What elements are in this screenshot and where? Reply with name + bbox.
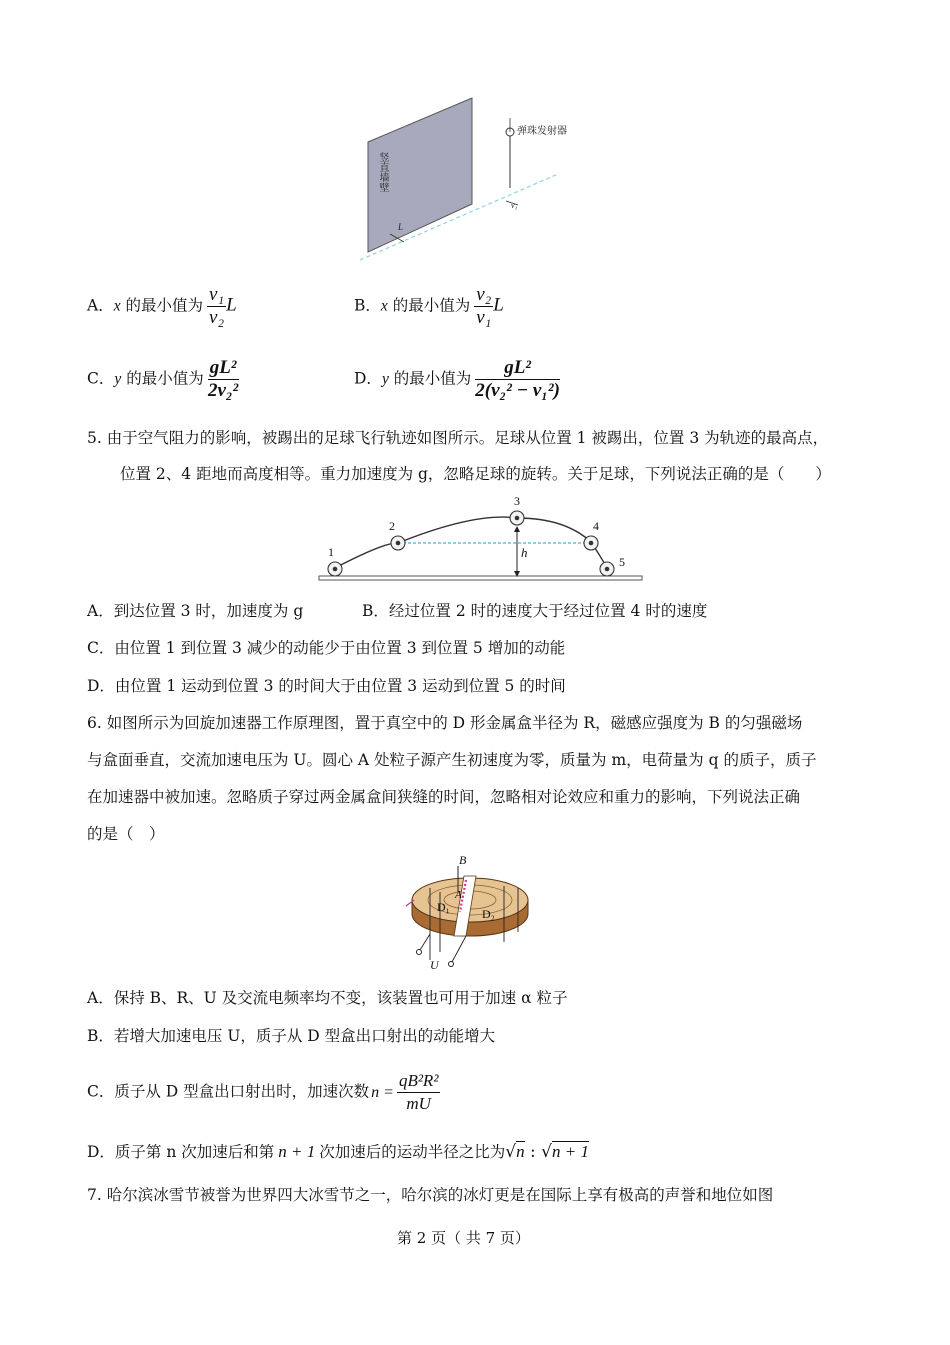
v1-label: v₁ (511, 201, 518, 210)
pos-label-5: 5 (619, 555, 625, 569)
q5-stem-line2: 位置 2、4 距地而高度相等。重力加速度为 g，忽略足球的旋转。关于足球，下列说法正确的是（ ） (120, 465, 831, 483)
terminal-right (449, 962, 454, 967)
wall-launcher-figure (360, 92, 600, 267)
pos-label-1: 1 (328, 545, 334, 559)
h-label: h (521, 545, 528, 560)
q6-option-b[interactable]: B．若增大加速电压 U，质子从 D 型盒出口射出的动能增大 (87, 1027, 496, 1045)
U-label: U (430, 958, 439, 972)
ground (319, 576, 642, 580)
q4-option-b[interactable]: B．x 的最小值为 $\frac{\text{v₂}}{\text{v₁}}$ L (354, 284, 504, 328)
q6-stem-line2: 与盒面垂直，交流加速电压为 U。圆心 A 处粒子源产生初速度为零，质量为 m，电荷量为 q 的质子，质子 (87, 751, 817, 769)
terminal-left (417, 950, 422, 955)
q5-option-a[interactable]: A．到达位置 3 时，加速度为 g (87, 602, 304, 620)
q5-option-b[interactable]: B．经过位置 2 时的速度大于经过位置 4 时的速度 (362, 602, 708, 620)
q6-option-a[interactable]: A．保持 B、R、U 及交流电频率均不变，该装置也可用于加速 α 粒子 (87, 989, 568, 1007)
q6-option-d[interactable]: D．质子第 n 次加速后和第 n + 1 次加速后的运动半径之比为√n : √n + 1 (87, 1142, 589, 1162)
q5-stem-line1: 5. 由于空气阻力的影响，被踢出的足球飞行轨迹如图所示。足球从位置 1 被踢出，位置 3 为轨迹的最高点， (87, 429, 829, 447)
q5-option-c[interactable]: C．由位置 1 到位置 3 减少的动能少于由位置 3 到位置 5 增加的动能 (87, 639, 566, 657)
q5-option-d[interactable]: D．由位置 1 运动到位置 3 的时间大于由位置 3 运动到位置 5 的时间 (87, 677, 566, 695)
A-label: A (455, 889, 462, 901)
D1-label: D₁ (437, 900, 450, 914)
q7-stem-line1: 7. 哈尔滨冰雪节被誉为世界四大冰雪节之一，哈尔滨的冰灯更是在国际上享有极高的声誉和地位如图 (87, 1186, 774, 1204)
q4-option-c[interactable]: C．y 的最小值为 $\frac{\text{gL²}}{\text{2v₂²}}$ (87, 357, 239, 401)
q6-stem-line3: 在加速器中被加速。忽略质子穿过两金属盒间狭缝的时间，忽略相对论效应和重力的影响，下列说法正确 (87, 788, 801, 806)
D2-label: D₂ (482, 907, 495, 921)
L-label: L (398, 222, 404, 232)
q6-option-c[interactable]: C．质子从 D 型盒出口射出时，加速次数 n = $\frac{\text{qB²R²}}{mU}$ (87, 1071, 439, 1113)
pos-label-4: 4 (593, 519, 599, 533)
q6-stem-line4: 的是（ ） (87, 825, 165, 843)
q6-stem-line1: 6. 如图所示为回旋加速器工作原理图，置于真空中的 D 形金属盒半径为 R，磁感应强度为 B 的匀强磁场 (87, 714, 803, 732)
q4-option-a[interactable]: A．x 的最小值为 $\frac{\text{v₁}}{\text{v₂}}$ L (87, 284, 237, 328)
q4-option-d[interactable]: D．y 的最小值为 $\frac{\text{gL²}}{\text{2(v₂² − v₁²)}}$ (354, 357, 560, 401)
page-footer: 第 2 页（ 共 7 页） (397, 1229, 530, 1247)
pos-label-3: 3 (514, 494, 520, 508)
cyclotron-figure (400, 852, 540, 974)
football-trajectory-figure (315, 502, 650, 590)
launcher-label: 弹珠发射器 (517, 126, 567, 137)
wall-label: 竖直墙壁 (377, 152, 388, 192)
B-label: B (459, 853, 467, 867)
pos-label-2: 2 (389, 519, 395, 533)
